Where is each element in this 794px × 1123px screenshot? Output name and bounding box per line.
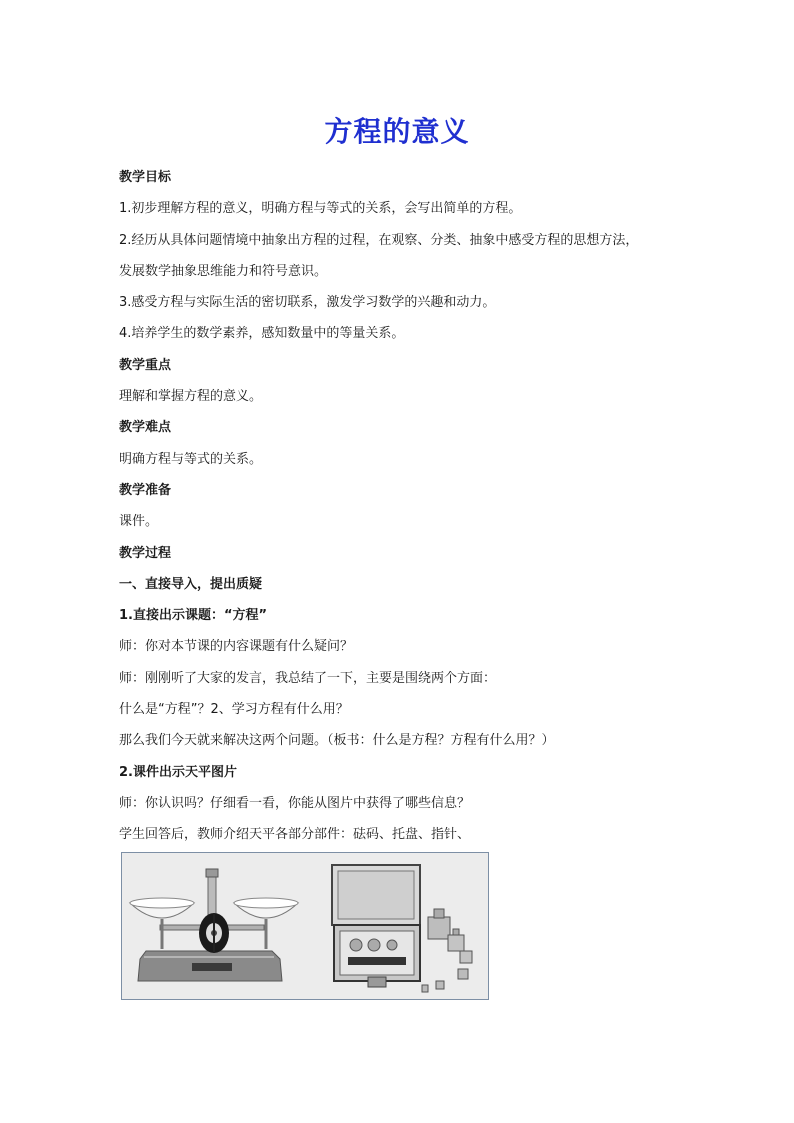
section-heading: 教学目标 xyxy=(119,170,172,185)
section-heading: 教学过程 xyxy=(119,545,172,561)
balance-scale-image xyxy=(122,853,488,999)
body-text-line: 明确方程与等式的关系。 xyxy=(119,451,263,467)
body-text-line: 师：刚刚听了大家的发言，我总结了一下，主要是围绕两个方面： xyxy=(119,670,497,686)
section-heading: 教学难点 xyxy=(119,420,172,436)
body-text-line: 那么我们今天就来解决这两个问题。（板书：什么是方程？方程有什么用？） xyxy=(119,733,555,749)
body-text-line: 学生回答后，教师介绍天平各部分部件：砝码、托盘、指针、 xyxy=(119,827,471,843)
body-text-line: 发展数学抽象思维能力和符号意识。 xyxy=(119,263,328,279)
section-heading: 教学准备 xyxy=(119,482,172,498)
document-title: 方程的意义 xyxy=(324,115,470,148)
document-body xyxy=(119,162,689,851)
body-text-line: 4.培养学生的数学素养，感知数量中的等量关系。 xyxy=(119,326,405,342)
section-heading: 1.直接出示课题：“方程” xyxy=(119,608,268,624)
weight-box-icon xyxy=(332,865,420,987)
body-text-line: 2.经历从具体问题情境中抽象出方程的过程，在观察、分类、抽象中感受方程的思想方法， xyxy=(119,232,639,248)
body-text-line: 师：你对本节课的内容课题有什么疑问？ xyxy=(119,639,354,655)
body-text-line: 师：你认识吗？仔细看一看，你能从图片中获得了哪些信息？ xyxy=(119,795,471,811)
body-text-line: 什么是“方程”？2、学习方程有什么用？ xyxy=(119,702,349,718)
body-text-line: 理解和掌握方程的意义。 xyxy=(119,389,263,405)
section-heading: 2.课件出示天平图片 xyxy=(119,764,237,780)
section-heading: 一、直接导入，提出质疑 xyxy=(119,576,263,592)
body-text-line: 课件。 xyxy=(119,514,159,530)
body-text-line: 1.初步理解方程的意义，明确方程与等式的关系，会写出简单的方程。 xyxy=(119,201,522,217)
section-heading: 教学重点 xyxy=(119,357,172,373)
body-text-line: 3.感受方程与实际生活的密切联系，激发学习数学的兴趣和动力。 xyxy=(119,295,496,311)
balance-scale-figure xyxy=(121,852,489,1000)
